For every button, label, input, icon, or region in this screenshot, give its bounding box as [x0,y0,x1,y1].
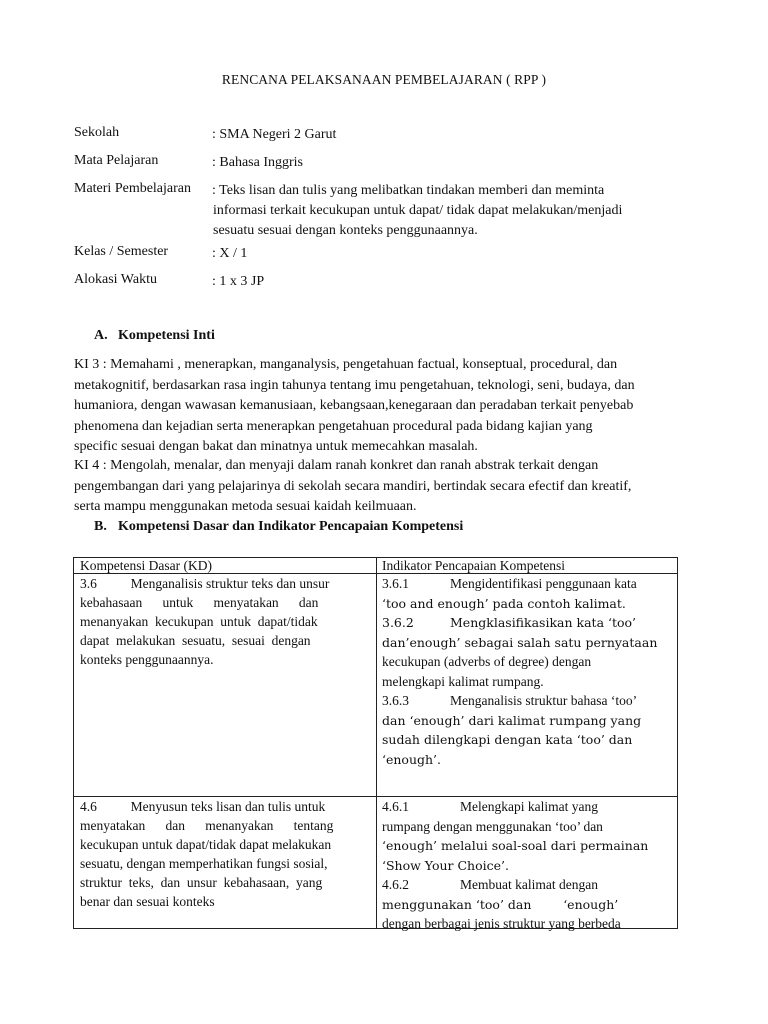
meta-label-mata-pelajaran: Mata Pelajaran [74,153,159,168]
kd-line: kebahasaan untuk menyatakan dan [80,595,319,610]
section-b-heading [74,519,463,535]
meta-value-kelas: : X / 1 [212,246,248,261]
indicator-line: Mengidentifikasi penggunaan kata [450,576,637,591]
indicator-number: 3.6.2 [382,615,414,630]
kd-line: menyatakan dan menanyakan tentang [80,818,334,833]
meta-label-sekolah: Sekolah [74,125,120,140]
kd-4-6 [80,797,370,911]
indicator-line: ‘Show Your Choice’. [382,857,509,873]
section-a-heading [74,328,215,344]
indicator-line: dan’enough’ sebagai salah satu pernyataan [382,634,658,650]
kd-3-6 [80,574,370,669]
meta-value-sekolah: : SMA Negeri 2 Garut [212,127,337,142]
indicator-item [382,691,674,769]
document-title: RENCANA PELAKSANAAN PEMBELAJARAN ( RPP ) [221,72,547,87]
indicator-line: Menganalisis struktur bahasa ‘too’ [450,693,638,708]
indicator-line: Mengklasifikasikan kata ‘too’ [450,615,637,630]
kd-line: dapat melakukan sesuatu, sesuai dengan [80,633,311,648]
kd-line: struktur teks, dan unsur kebahasaan, yang [80,875,323,890]
meta-value-materi [212,181,692,241]
meta-value-alokasi: : 1 x 3 JP [212,274,265,289]
kd-line: kecukupan untuk dapat/tidak dapat melakukan [80,837,332,852]
ki3-line: phenomena dan kejadian serta menerapkan pengetahuan procedural pada bidang kajian yang [74,418,593,434]
indikator-4-6 [382,797,674,934]
ki4-paragraph [74,456,700,518]
indicator-line: melengkapi kalimat rumpang. [382,673,544,689]
indicator-line: ‘too and enough’ pada contoh kalimat. [382,595,626,611]
indicator-line: dan ‘enough’ dari kalimat rumpang yang [382,712,642,728]
indicator-number: 4.6.2 [382,877,409,892]
table-header-indikator: Indikator Pencapaian Kompetensi [382,558,565,573]
indicator-number: 3.6.3 [382,693,409,708]
meta-value-mata-pelajaran: : Bahasa Inggris [212,155,303,170]
ki4-line: KI 4 : Mengolah, menalar, dan menyaji dalam ranah konkret dan ranah abstrak terkait dengan [74,458,599,473]
materi-line: sesuatu sesuai dengan konteks penggunaannya. [213,223,478,238]
meta-label-alokasi: Alokasi Waktu [74,272,157,287]
indicator-line: dengan berbagai jenis struktur yang berbeda [382,916,621,931]
section-b-number: B. [94,519,107,534]
section-b-title: Kompetensi Dasar dan Indikator Pencapaian Kompetensi [118,519,464,534]
indicator-item [382,797,674,875]
ki3-line: metakognitif, berdasarkan rasa ingin tahunya tentang imu pengetahuan, teknologi, seni, budaya, dan [74,377,635,393]
section-a-number: A. [94,328,108,343]
indicator-item [382,613,674,691]
ki4-line: pengembangan dari yang pelajarinya di sekolah secara mandiri, bertindak secara efectif dan kreatif, [74,478,632,494]
ki3-line: specific sesuai dengan bakat dan minatnya untuk memecahkan masalah. [74,439,478,454]
indicator-line: ‘enough’ melalui soal-soal dari permainan [382,838,649,853]
kd-line: menanyakan kecukupan untuk dapat/tidak [80,614,318,629]
materi-line: informasi terkait kecukupan untuk dapat/ tidak dapat melakukan/menjadi [213,203,623,218]
kd-line: benar dan sesuai konteks [80,894,215,909]
indicator-line: kecukupan (adverbs of degree) dengan [382,654,592,669]
indicator-line: ‘enough’. [382,751,441,767]
kd-line: 3.6 Menganalisis struktur teks dan unsur [80,576,330,591]
ki3-paragraph [74,355,700,458]
meta-label-kelas: Kelas / Semester [74,244,169,259]
section-a-title: Kompetensi Inti [118,328,215,343]
indicator-line: Melengkapi kalimat yang [460,799,598,814]
kd-line: sesuatu, dengan memperhatikan fungsi sosial, [80,856,328,871]
indicator-number: 3.6.1 [382,576,409,591]
kd-line: 4.6 Menyusun teks lisan dan tulis untuk [80,799,326,814]
ki3-line: humaniora, dengan wawasan kemanusiaan, kebangsaan,kenegaraan dan peradaban terkait penyebab [74,398,634,413]
indicator-line: Membuat kalimat dengan [460,877,598,892]
indicator-line: rumpang dengan menggunakan ‘too’ dan [382,818,603,834]
indicator-line: menggunakan ‘too’ dan ‘enough’ [382,896,619,912]
materi-line: : Teks lisan dan tulis yang melibatkan tindakan memberi dan meminta [212,183,605,198]
indicator-item [382,875,674,934]
indicator-number: 4.6.1 [382,799,409,814]
indikator-3-6 [382,574,674,769]
ki3-line: KI 3 : Memahami , menerapkan, manganalysis, pengetahuan factual, konseptual, procedural, dan [74,357,618,372]
meta-label-materi: Materi Pembelajaran [74,181,192,196]
indicator-item [382,574,674,613]
ki4-line: serta mampu menggunakan metoda sesuai kaidah keilmuaan. [74,499,417,514]
indicator-line: sudah dilengkapi dengan kata ‘too’ dan [382,732,633,747]
table-header-kd: Kompetensi Dasar (KD) [80,558,212,573]
kd-line: konteks penggunaannya. [80,652,214,667]
